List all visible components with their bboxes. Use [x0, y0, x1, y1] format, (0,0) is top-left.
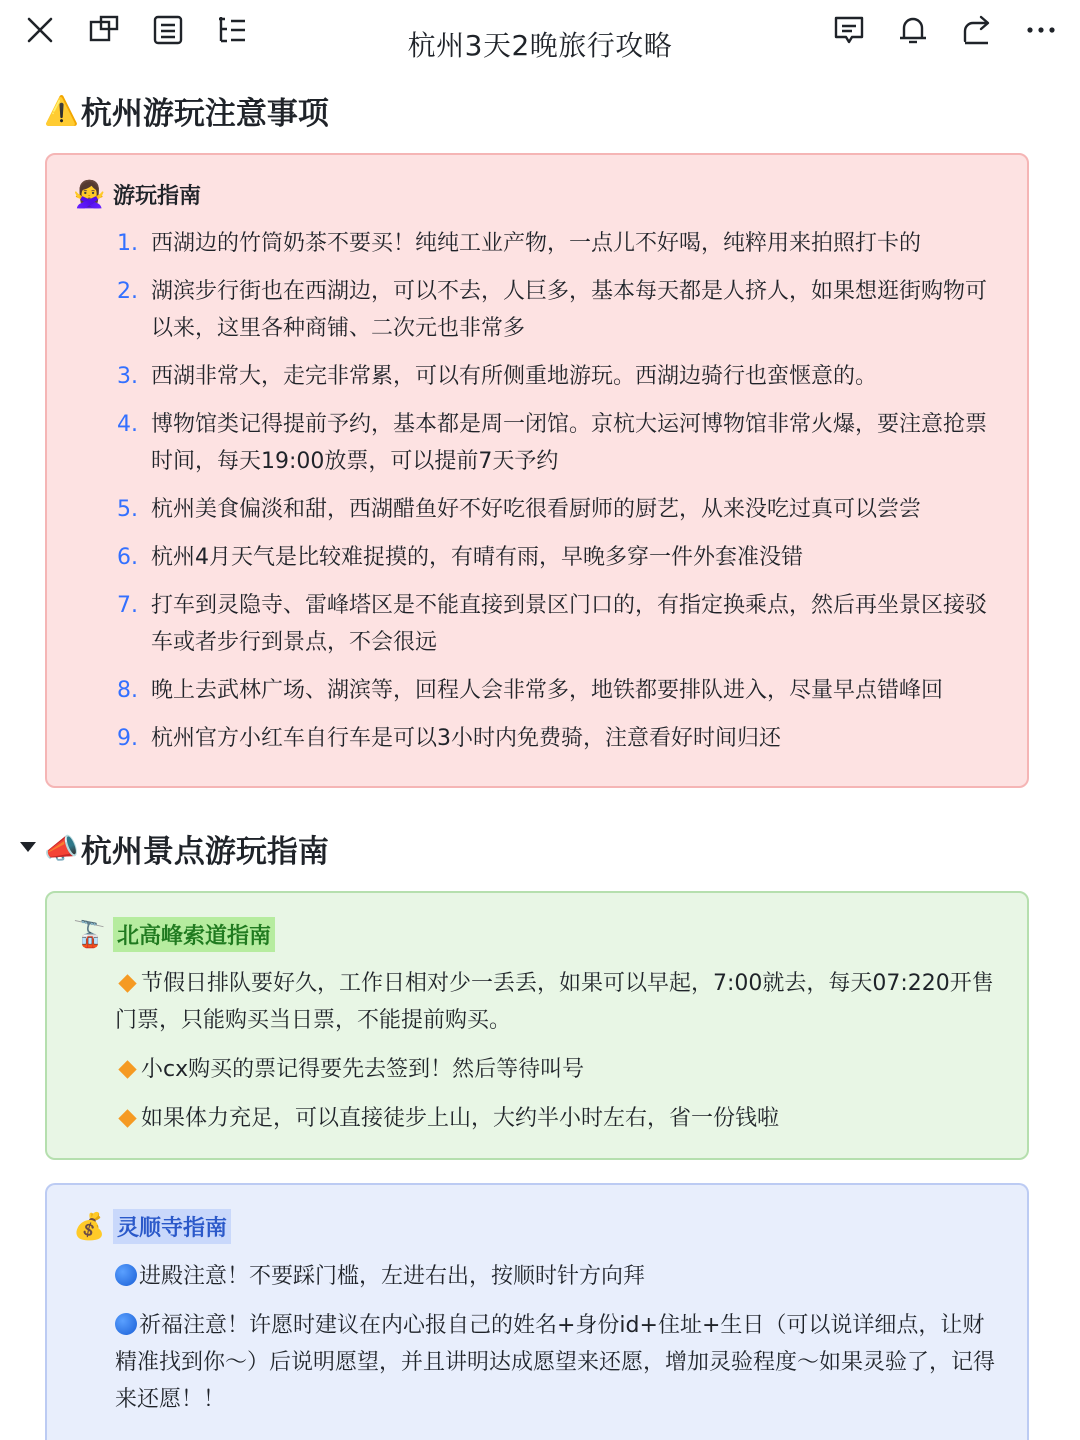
list-item: 7. 打车到灵隐寺、雷峰塔区是不能直接到景区门口的，有指定换乘点，然后再坐景区接驳车或者步行到景点，不会很远 [117, 593, 988, 655]
section-title: 杭州游玩注意事项 [80, 96, 329, 132]
list-item: 3. 西湖非常大，走完非常累，可以有所侧重地游玩。西湖边骑行也蛮惬意的。 [117, 364, 878, 389]
megaphone-icon: 📣 [44, 832, 79, 865]
paragraph: 节假日排队要好久，工作日相对少一丢丢，如果可以早起，7:00就去，每天07:220开售门票，只能购买当日票，不能提前购买。 [115, 971, 994, 1033]
blue-circle-icon [115, 1313, 137, 1335]
callout-heading [73, 917, 275, 952]
diamond-icon [118, 1109, 136, 1127]
list-item: 6. 杭州4月天气是比较难捉摸的，有晴有雨，早晚多穿一件外套准没错 [117, 545, 803, 570]
callout-cableway-guide [45, 891, 1029, 1160]
list-item: 1. 西湖边的竹筒奶茶不要买！纯纯工业产物，一点儿不好喝，纯粹用来拍照打卡的 [117, 231, 922, 256]
money-bag-icon: 💰 [73, 1211, 106, 1242]
paragraph: 进殿注意！不要踩门槛，左进右出，按顺时针方向拜 [115, 1258, 1005, 1295]
cable-car-icon: 🚡 [73, 919, 106, 950]
diamond-icon [118, 974, 136, 992]
list-item: 5. 杭州美食偏淡和甜，西湖醋鱼好不好吃很看厨师的厨艺，从来没吃过真可以尝尝 [117, 497, 922, 522]
share-icon[interactable] [957, 10, 997, 50]
tips-list [117, 225, 1007, 768]
callout-heading-text: 北高峰索道指南 [113, 917, 275, 952]
list-item: 8. 晚上去武林广场、湖滨等，回程人会非常多，地铁都要排队进入，尽量早点错峰回 [117, 678, 944, 703]
collapse-toggle[interactable] [20, 842, 36, 852]
callout-play-guide [45, 153, 1029, 788]
comment-icon[interactable] [829, 10, 869, 50]
warning-icon: ⚠️ [44, 94, 79, 127]
top-bar [0, 0, 1080, 68]
callout-temple-guide [45, 1183, 1029, 1440]
paragraph: 祈福注意！许愿时建议在内心报自己的姓名+身份id+住址+生日（可以说详细点，让财精准找到你～）后说明愿望，并且讲明达成愿望来还愿，增加灵验程度～如果灵验了，记得来还愿！！ [115, 1313, 996, 1412]
section-heading-notes [44, 88, 329, 133]
gesture-icon: 🙅‍♀️ [73, 179, 106, 210]
paragraph: 小cx购买的票记得要先去签到！然后等待叫号 [115, 1051, 1005, 1088]
callout-heading-text: 游玩指南 [113, 184, 202, 209]
callout-heading [73, 179, 201, 210]
callout-heading [73, 1209, 231, 1244]
section-title: 杭州景点游玩指南 [80, 834, 329, 870]
paragraph: 如果体力充足，可以直接徒步上山，大约半小时左右，省一份钱啦 [115, 1100, 1005, 1137]
callout-heading-text: 灵顺寺指南 [113, 1209, 231, 1244]
more-icon[interactable] [1021, 10, 1061, 50]
blue-circle-icon [115, 1264, 137, 1286]
bell-icon[interactable] [893, 10, 933, 50]
list-item: 9. 杭州官方小红车自行车是可以3小时内免费骑，注意看好时间归还 [117, 726, 781, 751]
diamond-icon [118, 1060, 136, 1078]
document-title: 杭州3天2晚旅行攻略 [407, 29, 673, 62]
list-item: 4. 博物馆类记得提前予约，基本都是周一闭馆。京杭大运河博物馆非常火爆，要注意抢票时间，每天19:00放票，可以提前7天予约 [117, 412, 988, 474]
list-item: 2. 湖滨步行街也在西湖边，可以不去，人巨多，基本每天都是人挤人，如果想逛街购物可以来，这里各种商铺、二次元也非常多 [117, 279, 988, 341]
section-heading-attractions [44, 826, 329, 871]
